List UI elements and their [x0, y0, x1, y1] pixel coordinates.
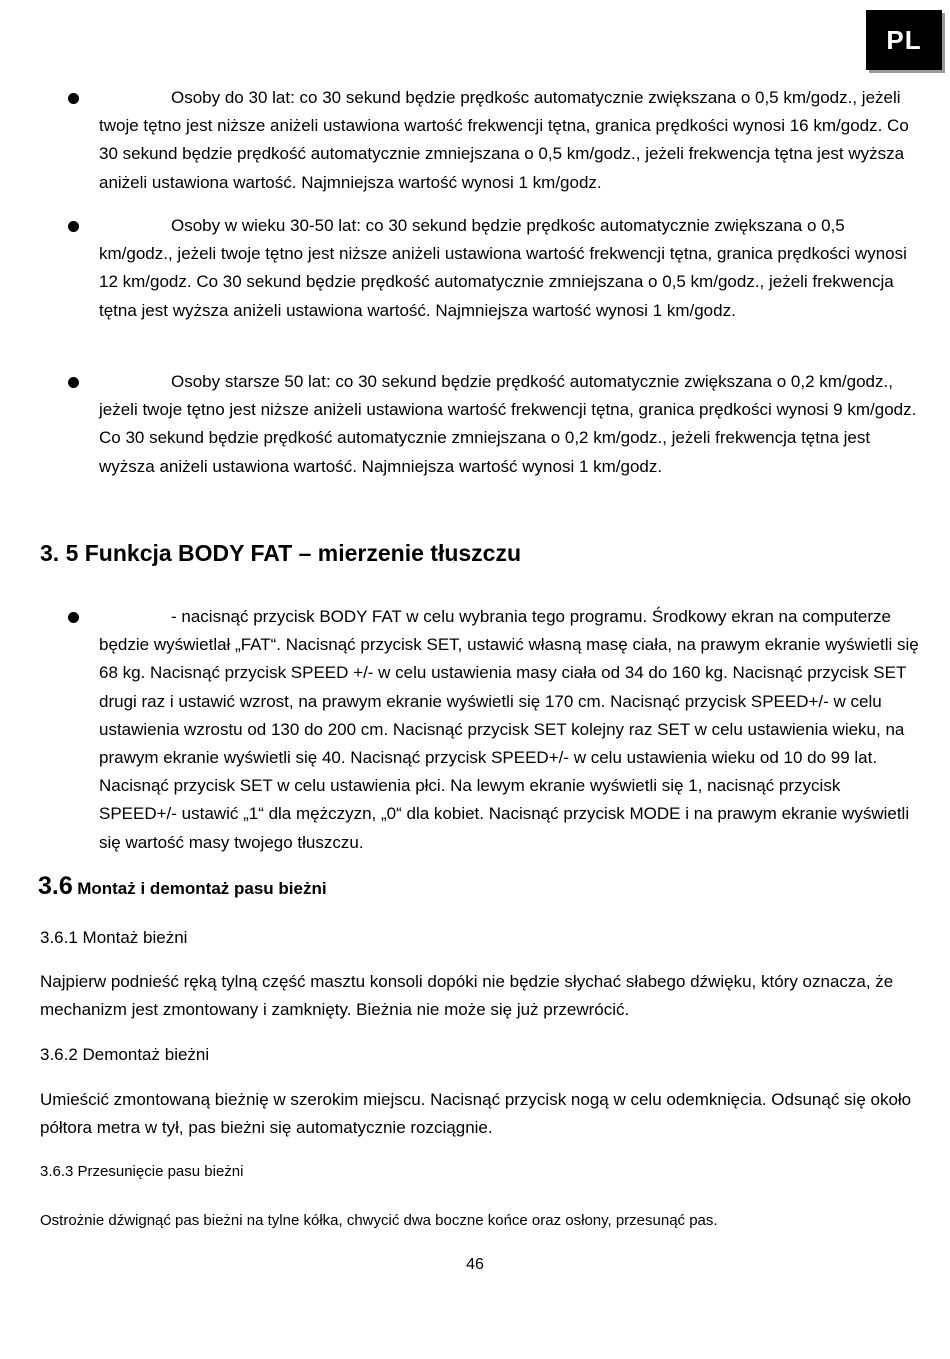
bullet-text-rest: computerze będzie wyświetlał „FAT“. Nacisnąć przycisk SET, ustawić własną masę ciała, na prawym ekranie wyświetli się 68 kg. Nacisnąć przycisk SPEED +/- w celu ustawienia masy ciała od 34 do 160 kg. Nacisnąć przycisk SET drugi raz i ustawić wzrost, na prawym ekranie wyświetli się 170 cm. Nacisnąć przycisk SPEED+/- w celu ustawienia wzrostu od 130 do 200 cm. Nacisnąć przycisk SET kolejny raz SET w celu ustawienia wieku, na prawym ekranie wyświetli się 40. Nacisnąć przycisk SPEED+/- w celu ustawienia wieku od 10 do 99 lat. Nacisnąć przycisk SET w celu ustawienia płci. Na lewym ekranie wyświetli się 1, nacisnąć przycisk SPEED+/- ustawić „1“ dla mężczyzn, „0“ dla kobiet. Nacisnąć przycisk MODE i na prawym ekranie wyświetli się wartość masy twojego tłuszczu.	[99, 607, 919, 852]
language-badge: PL	[866, 10, 942, 70]
bullet-icon	[68, 377, 79, 388]
bullet-icon	[68, 221, 79, 232]
section-heading-body-fat: 3. 5 Funkcja BODY FAT – mierzenie tłuszczu	[40, 540, 522, 566]
bullet-text-first: Osoby starsze 50 lat: co 30 sekund będzie prędkość automatycznie zwiększana o 0,2	[171, 372, 815, 391]
section-label: Montaż i demontaż pasu bieżni	[77, 879, 327, 898]
subsection-title: 3.6.2 Demontaż bieżni	[40, 1045, 210, 1064]
list-item	[40, 84, 920, 197]
bullet-text-first: - nacisnąć przycisk BODY FAT w celu wybrania tego programu. Środkowy ekran na	[171, 607, 798, 626]
bullet-text-rest: km/godz., jeżeli twoje tętno jest niższe aniżeli ustawiona wartość frekwencji tętna, granica prędkości wynosi 9 km/godz. Co 30 sekund będzie prędkość automatycznie zmniejszana o 0,2 km/godz., jeżeli frekwencja tętna jest wyższa aniżeli ustawiona wartość. Najmniejsza wartość wynosi 1 km/godz.	[99, 372, 917, 476]
bullet-text-first: Osoby do 30 lat: co 30 sekund będzie prędkośc automatycznie zwiększana o 0,5 km/godz.,	[171, 88, 858, 107]
bullet-icon	[68, 93, 79, 104]
list-item	[40, 603, 920, 857]
paragraph: Najpierw podnieść ręką tylną część masztu konsoli dopóki nie będzie słychać słabego dźwięku, który oznacza, że mechanizm jest zmontowany i zamknięty. Bieżnia nie może się już przewrócić.	[40, 972, 894, 1020]
subsection-title: 3.6.1 Montaż bieżni	[40, 928, 188, 947]
bullet-text-rest: jeżeli twoje tętno jest niższe aniżeli ustawiona wartość frekwencji tętna, granica prędkości wynosi 16 km/godz. Co 30 sekund będzie prędkość automatycznie zmniejszana o 0,5 km/godz., jeżeli frekwencja tętna jest wyższa aniżeli ustawiona wartość. Najmniejsza wartość wynosi 1 km/godz.	[99, 88, 909, 192]
page-number: 46	[466, 1256, 484, 1273]
bullet-text-rest: km/godz., jeżeli twoje tętno jest niższe aniżeli ustawiona wartość frekwencji tętna, granica prędkości wynosi 12 km/godz. Co 30 sekund będzie prędkość automatycznie zmniejszana o 0,5 km/godz., jeżeli frekwencja tętna jest wyższa aniżeli ustawiona wartość. Najmniejsza wartość wynosi 1 km/godz.	[99, 244, 907, 320]
paragraph: Ostrożnie dźwignąć pas bieżni na tylne kółka, chwycić dwa boczne końce oraz osłony, przesunąć pas.	[40, 1212, 718, 1229]
subsection-title: 3.6.3 Przesunięcie pasu bieżni	[40, 1163, 244, 1180]
list-item	[40, 212, 920, 325]
paragraph: Umieścić zmontowaną bieżnię w szerokim miejscu. Nacisnąć przycisk nogą w celu odemknięcia. Odsunąć się około półtora metra w tył, pas bieżni się automatycznie rozciągnie.	[40, 1090, 912, 1138]
section-heading-belt	[38, 872, 327, 901]
bullet-icon	[68, 612, 79, 623]
list-item	[40, 368, 920, 481]
section-number: 3.6	[38, 872, 73, 900]
bullet-text-first: Osoby w wieku 30-50 lat: co 30 sekund będzie prędkośc automatycznie zwiększana o 0,5	[171, 216, 845, 235]
